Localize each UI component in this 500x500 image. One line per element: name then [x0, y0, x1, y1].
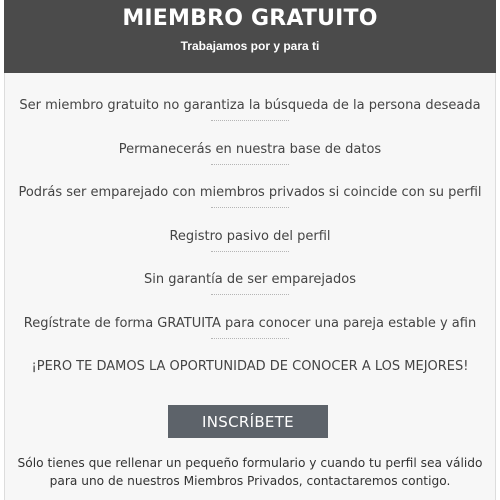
- dotted-divider: [211, 251, 289, 252]
- feature-text: ¡PERO TE DAMOS LA OPORTUNIDAD DE CONOCER A LOS MEJORES!: [31, 359, 469, 374]
- card-header: [4, 0, 496, 73]
- signup-note-line: para uno de nuestros Miembros Privados, contactaremos contigo.: [49, 474, 451, 488]
- feature-item: [4, 264, 496, 308]
- feature-item: [4, 351, 496, 395]
- dotted-divider: [211, 164, 289, 165]
- feature-text: Podrás ser emparejado con miembros privados si coincide con su perfil: [18, 185, 482, 200]
- feature-list: [4, 90, 496, 395]
- feature-text: Registro pasivo del perfil: [169, 228, 331, 244]
- signup-button[interactable]: INSCRÍBETE: [168, 405, 328, 438]
- feature-text: Ser miembro gratuito no garantiza la búsqueda de la persona deseada: [19, 98, 481, 113]
- dotted-divider: [211, 294, 289, 295]
- feature-item: [4, 134, 496, 178]
- feature-text: Regístrate de forma GRATUITA para conocer una pareja estable y afin: [23, 315, 477, 331]
- feature-item: [4, 308, 496, 352]
- feature-item: [4, 221, 496, 265]
- feature-item: [4, 90, 496, 134]
- dotted-divider: [211, 207, 289, 208]
- feature-item: [4, 177, 496, 221]
- card-title: MIEMBRO GRATUITO: [122, 6, 378, 31]
- dotted-divider: [211, 120, 289, 121]
- card-subtitle: Trabajamos por y para ti: [180, 39, 320, 53]
- feature-text: Permanecerás en nuestra base de datos: [118, 141, 382, 157]
- signup-note: [10, 454, 490, 490]
- signup-note-line: Sólo tienes que rellenar un pequeño formulario y cuando tu perfil sea válido: [17, 456, 483, 470]
- dotted-divider: [211, 338, 289, 339]
- feature-text: Sin garantía de ser emparejados: [144, 272, 356, 287]
